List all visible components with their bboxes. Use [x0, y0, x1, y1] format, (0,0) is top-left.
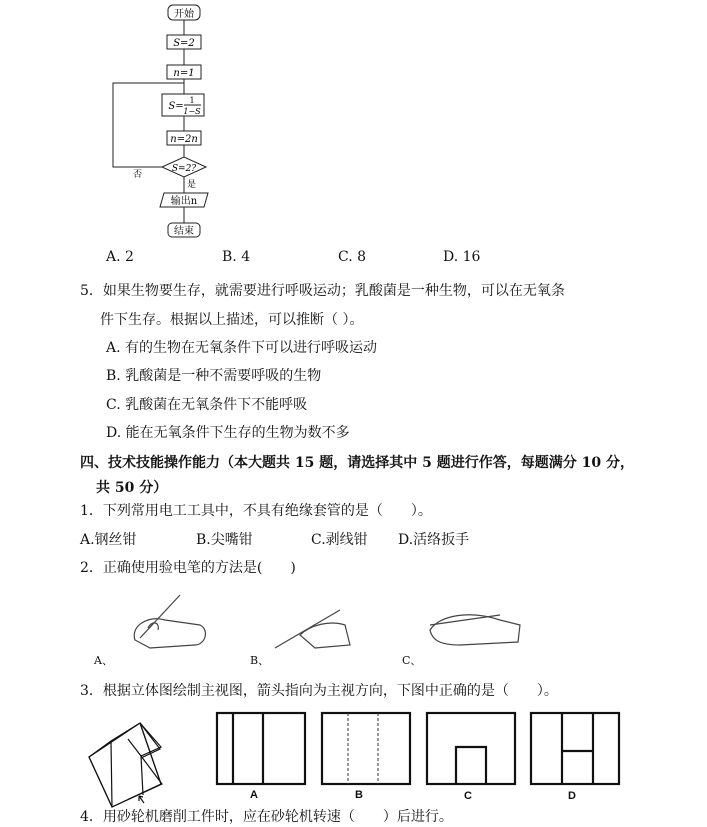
view-label-b: B — [355, 789, 363, 801]
q4-option-d: D. 16 — [443, 249, 481, 265]
q5-option-a: A. 有的生物在无氧条件下可以进行呼吸运动 — [106, 340, 378, 356]
flowchart — [0, 0, 707, 245]
view-d — [531, 713, 619, 784]
t2-label-b: B、 — [250, 654, 270, 667]
section4-heading-cont: 共 50 分） — [96, 480, 168, 496]
flow-output: 输出n — [170, 196, 198, 207]
t1-option-a: A.钢丝钳 — [80, 532, 137, 548]
flow-s-num: 1 — [189, 96, 195, 105]
q4-option-b: B. 4 — [222, 249, 251, 265]
flow-yes: 是 — [187, 180, 197, 190]
flow-s-init: S=2 — [173, 38, 195, 49]
view-label-a: A — [250, 789, 258, 801]
view-label-c: C — [464, 790, 472, 802]
t1-option-c: C.剥线钳 — [311, 532, 368, 548]
view-c — [427, 713, 515, 784]
q5-option-b: B. 乳酸菌是一种不需要呼吸的生物 — [106, 368, 322, 384]
t1-option-d: D.活络扳手 — [398, 532, 470, 548]
flow-n-init: n=1 — [173, 68, 195, 79]
t1-question: 1．下列常用电工工具中，不具有绝缘套管的是（ ）。 — [80, 503, 432, 519]
flow-s-update: S= — [168, 101, 184, 112]
flow-n-update: n=2n — [170, 134, 198, 145]
view-label-d: D — [568, 790, 576, 802]
t3-question: 3．根据立体图绘制主视图，箭头指向为主视方向，下图中正确的是（ ）。 — [80, 683, 558, 699]
hand-pen-a-icon — [134, 595, 205, 648]
hand-pen-c-icon — [430, 615, 520, 645]
view-figures — [0, 708, 707, 808]
q4-option-a: A. 2 — [106, 249, 134, 265]
q5-line2: 件下生存。根据以上描述，可以推断（ ）。 — [100, 312, 364, 328]
flow-condition: S=2? — [171, 164, 197, 174]
q5-line1: 5．如果生物要生存，就需要进行呼吸运动；乳酸菌是一种生物，可以在无氧条 — [80, 283, 565, 299]
flow-s-den: 1−S — [183, 107, 201, 116]
hand-pen-b-icon — [275, 610, 350, 648]
t2-label-c: C、 — [402, 654, 422, 667]
view-a — [217, 713, 305, 784]
t2-question: 2．正确使用验电笔的方法是( ) — [80, 560, 296, 576]
q5-option-c: C. 乳酸菌在无氧条件下不能呼吸 — [106, 397, 308, 413]
q5-option-d: D. 能在无氧条件下生存的生物为数不多 — [106, 425, 350, 441]
flow-start: 开始 — [174, 9, 194, 20]
section4-heading: 四、技术技能操作能力（本大题共 15 题，请选择其中 5 题进行作答，每题满分 10 分， — [80, 455, 634, 471]
t2-label-a: A、 — [94, 654, 113, 667]
t1-option-b: B.尖嘴钳 — [196, 532, 253, 548]
flow-no: 否 — [133, 170, 143, 180]
view-b — [322, 713, 410, 784]
t4-question: 4．用砂轮机磨削工件时，应在砂轮机转速（ ）后进行。 — [80, 809, 453, 825]
flow-end: 结束 — [174, 226, 194, 237]
q4-option-c: C. 8 — [338, 249, 367, 265]
